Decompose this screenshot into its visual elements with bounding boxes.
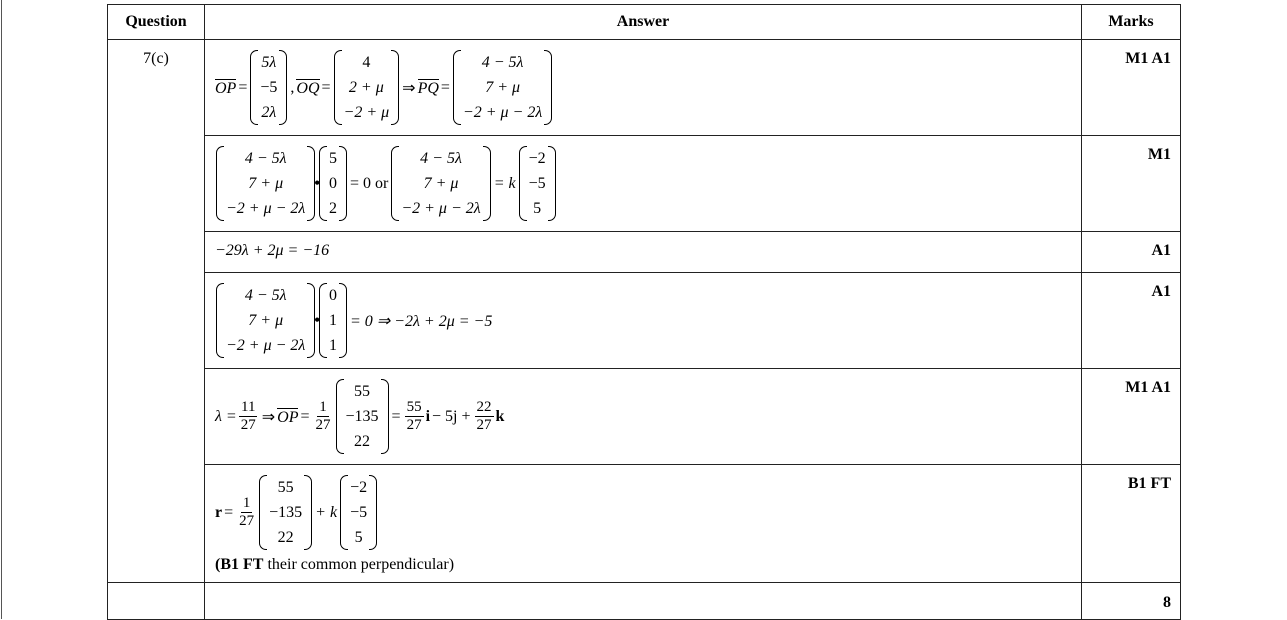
question-label: 7(c)	[108, 40, 205, 583]
header-row	[108, 5, 1181, 40]
total-marks: 8	[1082, 583, 1181, 620]
answer-cell-2	[205, 136, 1082, 232]
line-equation-r: r = $\frac{1}{27}$ 55 −135 22 + k −2 −5 5	[215, 475, 378, 550]
lambda-and-op-solution: λ = $\frac{11}{27}$ ⇒ OP = $\frac{1}{27}$ 55 −135 22 = $\frac{55}{27}$ i − 5j + $\frac{22}{27}$ k	[215, 379, 504, 454]
answer-cell-4	[205, 273, 1082, 369]
left-margin-line	[1, 0, 2, 619]
vector-oq: 4 2 + μ −2 + μ	[334, 50, 400, 125]
answer-cell-5	[205, 369, 1082, 465]
vector-op: 5λ −5 2λ	[250, 50, 287, 125]
header-answer: Answer	[205, 5, 1082, 40]
answer-row-3	[108, 232, 1181, 273]
guidance-note: (B1 FT their common perpendicular)	[215, 556, 455, 573]
total-row	[108, 583, 1181, 620]
marks-cell-4: A1	[1082, 273, 1181, 369]
marks-cell-2: M1	[1082, 136, 1181, 232]
answer-row-1	[108, 40, 1181, 136]
answer-cell-1	[205, 40, 1082, 136]
vector-pq: 4 − 5λ 7 + μ −2 + μ − 2λ	[453, 50, 552, 125]
dot-product-equation-2: 4 − 5λ 7 + μ −2 + μ − 2λ • 0 1 1 = 0 ⇒ −2λ + 2μ = −5	[215, 283, 494, 358]
total-answer-cell	[205, 583, 1082, 620]
marks-cell-3: A1	[1082, 232, 1181, 273]
answer-cell-6	[205, 465, 1082, 583]
marks-cell-5: M1 A1	[1082, 369, 1181, 465]
mark-scheme-table	[107, 4, 1181, 620]
total-question-cell	[108, 583, 205, 620]
dot-product-equation: 4 − 5λ 7 + μ −2 + μ − 2λ • 5 0 2 = 0 or 4 − 5λ 7 + μ −2 + μ − 2λ = k −2 −5 5	[215, 146, 557, 221]
marks-cell-1: M1 A1	[1082, 40, 1181, 136]
linear-equation-1: −29λ + 2μ = −16	[215, 242, 330, 259]
marks-cell-6: B1 FT	[1082, 465, 1181, 583]
header-marks: Marks	[1082, 5, 1181, 40]
header-question: Question	[108, 5, 205, 40]
answer-row-5	[108, 369, 1181, 465]
answer-row-4	[108, 273, 1181, 369]
answer-cell-3	[205, 232, 1082, 273]
answer-row-6	[108, 465, 1181, 583]
vector-equation-op-oq-pq: OP = 5λ −5 2λ , OQ = 4 2 + μ −2 + μ ⇒ PQ = 4 − 5λ 7 + μ −2 + μ − 2λ	[215, 50, 553, 125]
answer-row-2	[108, 136, 1181, 232]
